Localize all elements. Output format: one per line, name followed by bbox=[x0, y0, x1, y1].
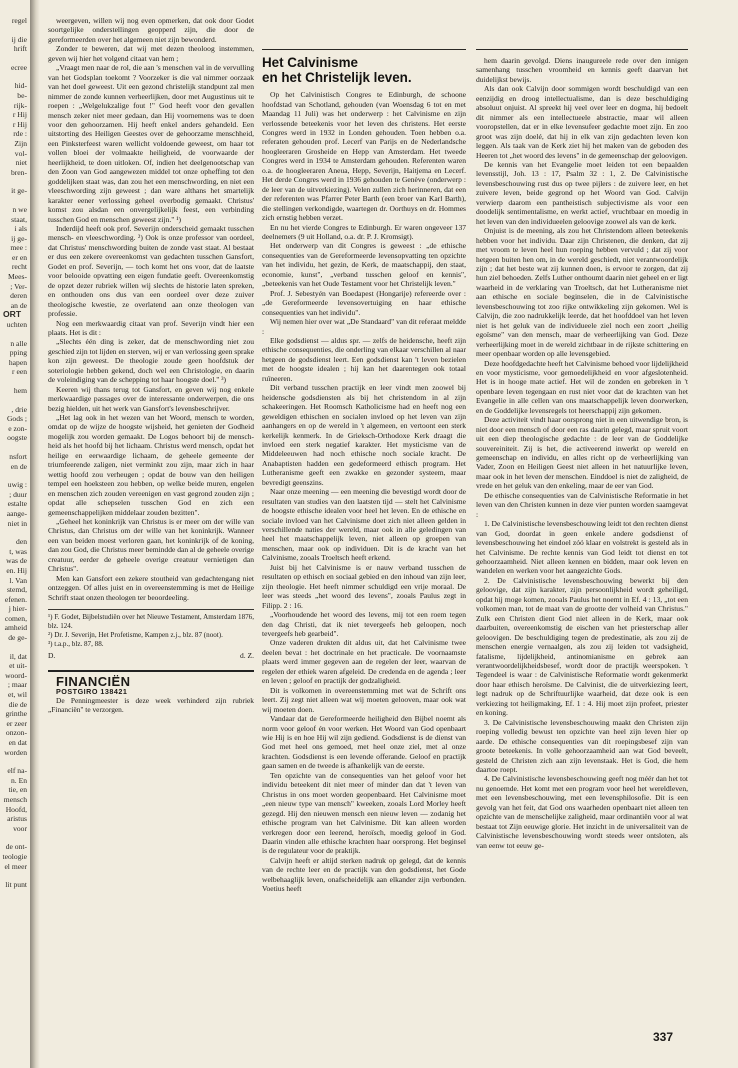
fragment-line: an de bbox=[10, 300, 27, 310]
paragraph: Prof. J. Sebestyén van Boedapest (Hongarije) refereerde over : „de Gereformeerde levensovertuiging en haar ethische consequenties van het individu". bbox=[262, 288, 466, 317]
page-number: 337 bbox=[653, 1030, 674, 1044]
fragment-line: , drie bbox=[11, 404, 27, 414]
paragraph: 1. De Calvinistische levensbeschouwing leidt tot den rechten dienst van God, doordat in geen enkele andere godsdienst of levensbeschouwing het eindoel zóó klaar en volstrekt is gesteld als in het Calvinisme. De rechte kennis van God leidt tot dienst en tot gehoorzaamheid. Niet alleen kennen en bidden, maar ook leven en wandelen en werken voor het aangezichte Gods. bbox=[476, 519, 688, 576]
fragment-line: teologie bbox=[2, 851, 27, 861]
fragment-line bbox=[0, 833, 29, 842]
column-b-body bbox=[262, 90, 466, 894]
author-signature bbox=[48, 651, 254, 660]
fragment-line: die de bbox=[8, 699, 27, 709]
fragment-line: pping bbox=[9, 348, 27, 358]
left-fragment-heading: ORT bbox=[3, 309, 22, 320]
fragment-line: mee : bbox=[10, 243, 27, 253]
fragment-line: regel bbox=[11, 16, 27, 25]
fragment-line: recht bbox=[11, 262, 27, 272]
fragment-line: tie, en bbox=[8, 785, 27, 795]
fragment-line: r Hij bbox=[12, 110, 27, 120]
fragment-line: lit punt bbox=[5, 880, 27, 890]
footnote-1: ¹) F. Godet, Bijbelstudiën over het Nieuwe Testament, Amsterdam 1876, blz. 124. bbox=[48, 613, 254, 630]
column-c-top-rule bbox=[476, 49, 688, 50]
fragment-line bbox=[0, 54, 29, 63]
fragment-line: deren bbox=[10, 291, 27, 301]
paragraph: 4. De Calvinistische levensbeschouwing geeft nog méér dan het tot nu genoemde. Het komt met een program voor heel het wereldleven, met een levensbeschouwing, met een levensphilosofie. Dit is een gevolg van het feit, dat God ons waarheden openbaart niet alleen ten opzichte van de menschelijke zaligheid, maar ordinantiën voor al wat bestaat tot Zijn eeuwige glorie. Het inzicht in de universaliteit van de Calvinistische levensbeschouwing wordt steeds weer ontsloten, als van eenw tot eeuw ge- bbox=[476, 774, 688, 850]
fragment-line: en. Hij bbox=[6, 565, 27, 575]
paragraph: Dit is volkomen in overeenstemming met wat de Schrift ons leert. Zij zegt niet alleen wat wij moeten gelooven, maar ook wat wij moeten doen. bbox=[262, 685, 466, 714]
paragraph: 2. De Calvinistische levensbeschouwing bewerkt bij den geloovige, dat zijn karakter, zijn persoonlijkheid wordt geheiligd, opdat hij moge komen, zooals Paulus het noemt in Ef. 4 : 13, „tot een volkomen man, tot de maat van de grootte der volheid van Christus." Zulk een Christen dient God niet alleen in de Kerk, maar ook daarbuiten, overeenkomstig de eischen van het priesterschap aller geloovigen. De beschuldiging tegen de predestinatie, als zou zij de menschen energie vernaalgen, als zou zij leiden tot vadsigheid, fatalisme, lijdelijkheid, antinomianisme en gebrek aan verantwoordelijkheidsbesef, wordt door de practijk weerspoken. 't Tegendeel is waar : de Calvinistische Reformatie wordt gekenmerkt door haar ethisch heroïsme. De Calvinist, die de uitverkiezing leert, legt nadruk op de Schriftuurlijke waarheid, dat deze ook is een verkiezing tot heiligmaking, Ef. 1 : 4. Hij moet zijn profeet, priester en koning. bbox=[476, 575, 688, 718]
fragment-line bbox=[0, 443, 29, 452]
fragment-line: uwig : bbox=[7, 480, 27, 490]
fragment-line: be- bbox=[17, 90, 27, 100]
column-a-body bbox=[48, 16, 254, 602]
fragment-line: Mees- bbox=[8, 272, 27, 282]
fragment-line: was de bbox=[6, 556, 27, 566]
fragment-line bbox=[0, 643, 29, 652]
fragment-line: voor bbox=[13, 823, 27, 833]
fragment-line: hid- bbox=[14, 81, 27, 91]
fragment-line: el meer bbox=[4, 861, 27, 871]
fragment-line: hrift bbox=[13, 44, 27, 54]
paragraph: Men kan Gansfort een zekere stoutheid van gedachtengang niet ontzeggen. Of alles juist en in overeenstemming is met de Heilige Schrift staat onzen theologen ter beoordeeling. bbox=[48, 573, 254, 602]
paragraph: „Slechts één ding is zeker, dat de menschwording niet zou geschied zijn tot lijden en sterven, wij er van verlossing geen sprake kon zijn geweest. De theologie zoude geen hoofdstuk der soteriologie hebben gekend, doch wel een Christologie, en daarin de voleindiging van de schepping tot haar hoogste doel." ³) bbox=[48, 337, 254, 385]
fragment-line: er zeer bbox=[6, 718, 27, 728]
paragraph: weergeven, willen wij nog even opmerken, dat ook door Godet soortgelijke onderstellingen geopperd zijn, die door de gereformeerden over het algemeen niet zijn bewonderd. bbox=[48, 16, 254, 44]
paragraph: En nu het vierde Congres te Edinburgh. Er waren ongeveer 137 deelnemers (9 uit Holland, o.a. dr. P. J. Kromsigt). bbox=[262, 222, 466, 241]
fragment-line: er en bbox=[12, 252, 27, 262]
paragraph: Nog een merkwaardig citaat van prof. Severijn vindt hier een plaats. Het is dit : bbox=[48, 318, 254, 337]
paragraph: Inderdijd heeft ook prof. Severijn onderscheid gemaakt tusschen mensch- en vleeschwording. ²) Ook is onze professor van oordeel, dat Christus' menschwording buiten de zonde vast staat. Al bestaat er dus een zekere overeenkomst van gedachten tusschen Gansfort, Godet en prof. Severijn, — toch komt het ons voor, dat de laatste voor belooide opvatting een eigen fundatie geeft. Overeenkomstig de opzet dezer rubriek willen wij slechts de historie laten spreken, en onthouden ons dus van een oordeel over deze zuiver theologische kwestie, ze overlatend aan onze theologen van professie. bbox=[48, 223, 254, 319]
fragment-line: et uit- bbox=[9, 661, 27, 671]
fragment-line: nsfort bbox=[9, 451, 27, 461]
article-title-line-1: Het Calvinisme bbox=[262, 56, 359, 70]
left-column-fragment bbox=[0, 16, 29, 890]
fragment-line: vol- bbox=[14, 148, 27, 158]
fragment-line: ; Ver- bbox=[10, 281, 27, 291]
paragraph: 3. De Calvinistische levensbeschouwing maakt den Christen zijn roeping volledig bewust ten opzichte van heel zijn leven hier op aarde. De ethische consequenties van dit roepingsbesef zijn van groote beteekenis. In volle gehoorzaamheid aan wat God beveelt, gesteld de Christen zich aan zijn levenstaak. Het is God, die hem daartoe roept. bbox=[476, 717, 688, 774]
financien-title: FINANCIËN bbox=[56, 674, 131, 690]
left-fragment-bottom bbox=[0, 320, 29, 890]
fragment-line: en dat bbox=[8, 738, 27, 747]
fragment-line: ecree bbox=[10, 62, 27, 72]
fragment-line bbox=[0, 396, 29, 405]
fragment-line: efenen. bbox=[4, 594, 27, 604]
fragment-line: ; maar bbox=[7, 680, 27, 690]
fragment-line bbox=[0, 757, 29, 766]
article-title-line-2: en het Christelijk leven. bbox=[262, 69, 412, 85]
fragment-line bbox=[0, 471, 29, 480]
column-b-top-rule bbox=[262, 49, 466, 50]
fragment-line: rijk- bbox=[13, 100, 27, 110]
paragraph: „Voorhoudende het woord des levens, mij tot een roem tegen den dag Christi, dat ik niet tevergeefs heb geloopen, noch tevergeefs heb gearbeid". bbox=[262, 610, 466, 639]
fragment-line: bren- bbox=[10, 167, 27, 177]
fragment-line: ij die bbox=[11, 34, 27, 44]
fragment-line: r Hij bbox=[12, 119, 27, 129]
paragraph: Zonder te beweren, dat wij met dezen theoloog instemmen, geven wij hier het volgend citaat van hem ; bbox=[48, 44, 254, 63]
fragment-line: aristus bbox=[7, 814, 27, 824]
paragraph: „Het lag ook in het wezen van het Woord, mensch te worden, omdat op de wijze de hoogste wijsheid, het genieten der Godheid mogelijk zou worden gemaakt. De Logos behoort bij de menschheid als het hoofd bij het lichaam. Christus werd mensch, opdat het heilige en eerwaardige lichaam, de geheele gemeente der triumfeerende zaligen, niet verminkt zou zijn, maar zich in haar wettig hoofd zou verheugen ; opdat de bouw van den heiligen tempel een hoeksteen zou hebben, op welke beide muren, engelen en menschen zich zouden vereenigen en vast gegrond zouden zijn ; opdat alle schepselen tusschen God en zich een gemeenschappelijken middelaar zouden bezitten". bbox=[48, 413, 254, 517]
paragraph: Het onderwerp van dit Congres is geweest : „de ethische consequenties van de Gereformeerde levensopvatting ten opzichte van het individu, het gezin, de Kerk, de maatschappij, den staat, economie, kunst", „verband tusschen geloof en kennis", „beteekenis van het Oude Testament voor het Christelijk leven." bbox=[262, 241, 466, 289]
fragment-line bbox=[0, 177, 29, 186]
fragment-line: Gods ; bbox=[6, 414, 27, 424]
fragment-line: hem bbox=[13, 386, 27, 395]
fragment-line: niet bbox=[15, 158, 27, 168]
fragment-line: de ont- bbox=[5, 842, 27, 852]
paragraph: hem daarin gevolgd. Diens inaugureele rede over den innigen samenhang tusschen vroomheid en kennis geeft daarvan het duidelijkst bewijs. bbox=[476, 56, 688, 84]
fragment-line: t, was bbox=[9, 546, 27, 556]
fragment-line: niet in bbox=[7, 518, 27, 528]
fragment-line: il, dat bbox=[9, 651, 27, 661]
fragment-line: et, wil bbox=[8, 690, 27, 700]
fragment-line: de ge- bbox=[8, 633, 27, 643]
fragment-line: Hoofd, bbox=[5, 804, 27, 814]
footnotes bbox=[48, 609, 254, 649]
fragment-line: estalte bbox=[7, 499, 27, 509]
footnote-2: ²) Dr. J. Severijn, Het Profetisme, Kampen z.j., blz. 87 (noot). bbox=[48, 630, 223, 639]
fragment-line: Zijn bbox=[14, 138, 27, 148]
paragraph: Elke godsdienst — aldus spr. — zelfs de heidensche, heeft zijn ethische consequenties, die onderling van elkaar verschillen al naar hetgeen de godsdienst leert. Een godsdienst kan 't leven bezielen met de hoogste idealen ; hij kan het daarentegen ook totaal ruïneeren. bbox=[262, 335, 466, 383]
fragment-line bbox=[0, 377, 29, 386]
paragraph: Vandaar dat de Gereformeerde heiligheid den Bijbel noemt als norm voor geloof én voor werken. Het Woord van God openbaart wie Hij is en hoe Hij wil zijn gediend. Godsdienst is de dienst van God met heel ons gemoed, met heel onze ziel, met al onze krachten. Godsdienst is een levende offerande. Geloof en practijk gaan samen en de tweede is afhankelijk van de eerste. bbox=[262, 714, 466, 771]
signature-left: D. bbox=[48, 650, 56, 660]
left-fragment-top bbox=[0, 16, 29, 310]
fragment-line: n. En bbox=[10, 775, 27, 785]
fragment-line: grinthe bbox=[5, 709, 27, 719]
fragment-line bbox=[0, 72, 29, 81]
fragment-line: den bbox=[16, 537, 27, 547]
footnote-3: ³) t.a.p., blz. 87, 88. bbox=[48, 639, 104, 648]
paragraph: Deze hoofdgedachte heeft het Calvinisme behoed voor lijdelijkheid en voor mysticisme, voor gemoedelijkheid en voor afgeslotenheid. Het is in hooge mate actief. Het wil de zonden en gebreken in 't openbare leven tegengaan en rust niet voor dat de krachten van het Evangelie in alle cellen van ons maatschappelijk leven doorwerken, en de Goddelijke levensregels tot heerschappij zijn gekomen. bbox=[476, 358, 688, 415]
fragment-line: hapen bbox=[8, 357, 27, 367]
fragment-line: onzon- bbox=[5, 728, 27, 738]
fragment-line: worden bbox=[4, 747, 27, 757]
financien-box bbox=[48, 670, 254, 714]
column-c-body bbox=[476, 56, 688, 850]
fragment-line: woord- bbox=[5, 670, 27, 680]
paragraph: „Geheel het koninkrijk van Christus is er meer om der wille van Christus, dan Christus om der wille van het koninkrijk. Wanneer een van beiden moest verloren gaan, het koninkrijk of de koning, dan zou God, die Christus meer bemindde dan al de geheele overige creatuur, eerder de geheele overige creatuur vernietigen dan Christus". bbox=[48, 517, 254, 574]
fragment-line: comen, bbox=[4, 613, 27, 623]
fragment-line: ij ge- bbox=[11, 233, 27, 243]
fragment-line: rde : bbox=[13, 129, 27, 139]
fragment-line: r een bbox=[12, 367, 27, 377]
fragment-line: it ge- bbox=[11, 186, 27, 196]
paragraph: Wij nemen hier over wat „De Standaard" van dit referaat meldde : bbox=[262, 317, 466, 336]
fragment-line: e zon- bbox=[8, 423, 27, 433]
fragment-line: aange- bbox=[6, 508, 27, 518]
fragment-line: n alle bbox=[10, 338, 27, 348]
paragraph: „Vraagt men naar de rol, die aan 's menschen val in de vervulling van het Godsplan toekomt ? Voorzeker is die val nimmer oorzaak van het doel geweest. Uit een gezond christelijk standpunt zal men nimmer de zonde kunnen verheerlijken, door met Augustinus uit te roepen : „Welgelukzalige fout !" God heeft voor den gevallen mensch zeker niet meer gedaan, dan Hij voornemens was te doen voor den gehoorzamen. Hij heeft enkel anders gehandeld. Een uitstorting des Heiligen Geestes over de gehoorzame menschheid, een Pinksterfeest waren wellicht voldoende geweest, om haar tot vollen bloei der volmaakte heiligheid, de voorwaarde der heerlijkheid, te doen uitloken. Of, indien het deelgenootschap van den Zoon van God aangewezen middel tot onze opheffing tot den goddelijken staat was, dan zou het een menschwording, en niet een vleeschwording zijn geweest ; dan ware althans het smartelijk karakter eener verlossing geheel overbodig gemaakt. Christus' komst zou alsdan een onvergelijkelijk feest, een verbinding tusschen God en menschen geweest zijn." ¹) bbox=[48, 63, 254, 224]
signature-right: d. Z. bbox=[240, 650, 254, 660]
column-b bbox=[262, 56, 466, 894]
fragment-line: en de bbox=[10, 461, 27, 471]
financien-subtitle: POSTGIRO 138421 bbox=[56, 686, 128, 696]
fragment-line bbox=[0, 26, 29, 35]
fragment-line: elf na- bbox=[7, 766, 27, 776]
fragment-line: mensch bbox=[3, 794, 27, 804]
paragraph: Keeren wij thans terug tot Gansfort, en geven wij nog enkele merkwaardige passages over de interessante onderwerpen, die ons bezig hielden, uit het werk van Gansfort's levensbeschrijver. bbox=[48, 384, 254, 413]
paragraph: Onze vaderen drukten dit aldus uit, dat het Calvinisme twee deelen bevat : het doctrinale en het practicale. De voornaamste plaats werd immer gegeven aan de regelen der leer, waarvan de regelen der ethiek waren afgeleid. De credenda en de agenda ; leer en leven ; geloof en practijk der godzaligheid. bbox=[262, 638, 466, 686]
paragraph: Naar onze meening — een meening die bevestigd wordt door de resultaten van studies van den laatsten tijd — stelt het Calvinisme de hoogste ethische idealen voor heel het leven. En de ethische en sociale invloed van het Calvinisme doet zich niet alleen gelden in verschillende naties der wereld, maar ook in alle geledingen van heel het maatschappelijk leven, niet alleen op groepen van menschen, maar ook op individuen. Dit is de kracht van het Calvinisme, zooals Troeltsch heeft erkend. bbox=[262, 487, 466, 563]
fragment-line: n we bbox=[12, 204, 27, 214]
fragment-line: j hier- bbox=[8, 604, 27, 614]
fragment-line: amheid bbox=[4, 623, 27, 633]
column-a bbox=[48, 16, 254, 714]
fragment-line: ; duur bbox=[9, 489, 27, 499]
fragment-line bbox=[0, 528, 29, 537]
fragment-line: uchten bbox=[6, 320, 27, 330]
article-title bbox=[262, 56, 466, 85]
fragment-line: stemd, bbox=[6, 585, 27, 595]
paragraph: Onjuist is de meening, als zou het Christendom alleen beteekenis hebben voor het individu. Daar zijn Christenen, die denken, dat zij met vroom te leven heel hun roeping hebben vervuld ; dat zij voor hetgeen buiten hen om, in de wereld geschiedt, niet verantwoordelijk zijn ; dat het beste wat zij kunnen doen, is ervoor te zorgen, dat zij hun ziel behoeden. Zelfs Luther onthoumt daarin niet geheel en er ligt waarheid in de verklaring van Troeltsch, dat het Lutheranisme niet aan ethische en sociale beginselen, die in de Calvinistische levensbeschouwing tot zoo rijke ontwikkeling zijn gekomen. Wel is Calvijn, die zoo nadrukkelijk leerde, dat het hoofddoel van het leven niet is het geluk van de individueele ziel noch een zoort „heilig egoïsme" van den mensch, maar de verheerlijking van God. Deze verheerlijking moet in de wereld zichtbaar in de rijkste schittering en meer openbaar worden op alle levensgebied. bbox=[476, 226, 688, 359]
financien-text: De Penningmeester is deze week verhinderd zijn rubriek „Financiën" te verzorgen. bbox=[48, 696, 254, 715]
fragment-line bbox=[0, 871, 29, 880]
fragment-line bbox=[0, 330, 29, 339]
fragment-line bbox=[0, 196, 29, 205]
paragraph: Dit verband tusschen practijk en leer vindt men zoowel bij heidensche godsdiensten als bij het christendom in al zijn schakeeringen. Het Roomsch Katholicisme had en heeft nog een geweldigen ethischen en socialen invloed op het leven van zijn aanhangers en op de wereld in 't algemeen, en vertoont een sterk kerkelijk kenmerk. In de Grieksch-Orthodoxe Kerk draagt die invloed een sterk negatief karakter. Het mysticisme van de Middeleeuwen had noch ethische noch sociale kracht. De Anabaptisten hadden een gedeformeerd ethisch program. Het Lutheranisme geeft een zwakke en gezonder systeem, maar bevredigt geenszins. bbox=[262, 383, 466, 487]
fragment-line: oogste bbox=[7, 433, 27, 443]
paragraph: Calvijn heeft er altijd sterken nadruk op gelegd, dat de kennis van de rechte leer en de practijk van den godsdienst, het Gode welbehaaglijk leven, onafscheidelijk aan elkander zijn verbonden. Voetius heeft bbox=[262, 855, 466, 894]
paragraph: Ten opzichte van de consequenties van het geloof voor het individu beteekent dit niet meer of minder dan dat 't leven van Christus in ons moet worden geopenbaard. Het Calvinisme moet „een nieuw type van mensch" kweeken, zooals Lord Morley heeft gezegd. Hij den nieuwen mensch een nieuw leven — zodanig het ethische program van het Calvinisme. Dit kan alleen worden verkregen door een leerend, heroïsch, moedig geloof in God. Daarin vinden alle ethische krachten haar oorsprong. Het beginsel is de regulateur voor de praktijk. bbox=[262, 770, 466, 856]
fragment-line: staat, bbox=[11, 214, 27, 224]
gutter-shadow bbox=[30, 0, 40, 1068]
paragraph: De kennis van het Evangelie moet leiden tot een bepaalden levensstijl, Joh. 13 : 17, Psalm 32 : 1, 2. De Calvinistische levensbeschouwing rust dus op twee pijlers : de zuivere leer, en het zuivere leven, beide gegrond op het Woord van God. Calvijn verwierp daarom een pantheistisch subjectivisme als voor een doodelijk sentimentalisme, en werkt actief, vruchtbaar en moedig in het leven van den individueelen geloovige zoowel als van de kerk. bbox=[476, 159, 688, 226]
paragraph: Juist bij het Calvinisme is er nauw verband tusschen de resultaten op ethisch en sociaal gebied en den inhoud van zijn leer, zijn theologie. Het heeft nimmer schuldigd een vrije moraal. De leer was steeds „het woord des levens", zooals Paulus zegt in Filipp. 2 : 16. bbox=[262, 562, 466, 610]
column-c bbox=[476, 56, 688, 850]
fragment-line: l. Van bbox=[9, 575, 27, 585]
paragraph: Deze activiteit vindt haar oorsprong niet in een uitwendige bron, is niet door een mensch of door een ras daarin gelegd, maar spruit voort uit een diep theologische gedachte : de leer van de Goddelijke souvereiniteit. Zij is het, die activeerend inwerkt op wereld en gemeenschap en individu, en alles richt op de verheerlijking van Vader, Zoon en Heiligen Geest niet alleen in het natuurlijke leven, maar ook in het leven der menschen. Einddoel is niet de zaligheid, de vrede en het geluk van den enkeling, maar de eer van God. bbox=[476, 415, 688, 491]
paragraph: Op het Calvinistisch Congres te Edinburgh, de schoone hoofdstad van Schotland, gehouden (van Woensdag 6 tot en met Maandag 11 Juli) was het onderwerp : het Calvinisme en zijn verlossende beteekenis voor het leven des christens. Het eerste Congres werd in 1932 in Londen gehouden. Toen hebben o.a. referaten gehouden prof. Lecerf van Parijs en de Nederlandsche hoogleeraren Grosheide en Hepp van Amsterdam. Het tweede Congres werd in 1934 te Amsterdam gehouden. Referenten waren o.a. de hoogleeraren Aneua, Hepp, Severijn, Haitjema en Lecerf. Het derde Congres werd in 1936 gehouden te Genève (onderwerp : de leer van de uitverkiezing). Velen zullen zich herinneren, dat een der referenten was Pfarrer Peter Barth (een broer van Karl Barth), die stellingen verkondigde, waartegen dr. Oorthuys en dr. Hommes zich ernstig hebben verzet. bbox=[262, 90, 466, 223]
paragraph: De ethische consequenties van de Calvinistische Reformatie in het leven van den Christen kunnen in deze vier punten worden saamgevat : bbox=[476, 490, 688, 519]
paragraph: Als dan ook Calvijn door sommigen wordt beschuldigd van een eenzijdig en droog intellectualisme, dan is deze beschuldiging absoluut onjuist. Al spreekt hij veel over leer en dogma, hij bedoelt dit nimmer als een intellectueele abstractie, maar wil alleen vooropstellen, dat er in elke levensufeer gedachte moet zijn. En zoo groot was zijn doelé, dat hij in elk van zijn gedachten leven kon leggen. Als taak van de Kerk ziet hij het maken van de geboden des Heeren tot „het woord des levens" in de gemeenschap der geloovigen. bbox=[476, 84, 688, 160]
fragment-line: i als bbox=[14, 224, 27, 234]
